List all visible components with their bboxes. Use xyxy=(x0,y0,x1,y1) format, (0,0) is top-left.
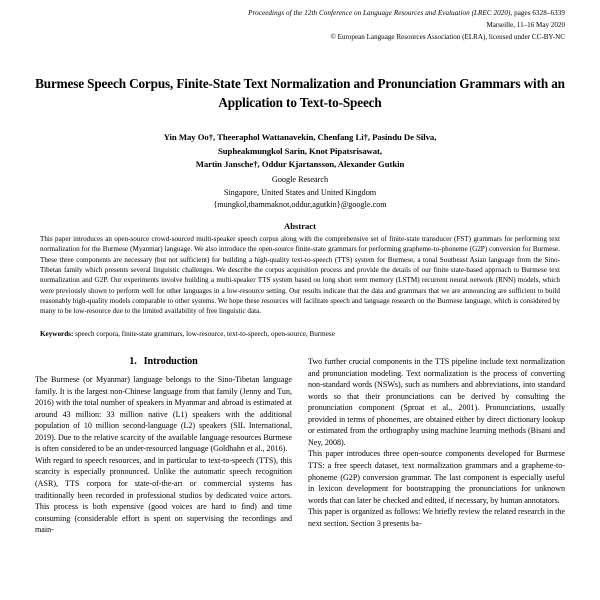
left-column xyxy=(35,356,292,536)
paragraph: This paper introduces three open-source components developed for Burmese TTS: a free speech dataset, text normalization grammars and a grapheme-to-phoneme (G2P) conversion grammar. The last component is especially useful in lexicon development for bootstrapping the pronunciations for unknown words that can later be checked and edited, if necessary, by human annotators. xyxy=(308,449,565,505)
keywords-values: speech corpora, finite-state grammars, low-resource, text-to-speech, open-source, Burmese xyxy=(75,329,335,338)
keywords-line xyxy=(35,329,565,339)
affiliation-block xyxy=(35,174,565,212)
abstract-heading: Abstract xyxy=(284,221,316,232)
keywords-label: Keywords: xyxy=(40,329,74,338)
proceedings-title: Proceedings of the 12th Conference on Language Resources and Evaluation (LREC 2020) xyxy=(248,9,511,17)
author-line-2: Supheakmungkol Sarin, Knot Pipatsrisawat, xyxy=(217,145,383,156)
section-title: Introduction xyxy=(143,356,198,368)
publication-header xyxy=(35,8,565,42)
affiliation-email: {mungkol,thammaknot,oddur,agutkin}@google.com xyxy=(213,200,387,210)
affiliation-location: Singapore, United States and United Kingdom xyxy=(223,187,377,197)
paragraph: This paper is organized as follows: We briefly review the related research in the next section. Section 3 presents ba- xyxy=(308,507,565,528)
body-columns xyxy=(35,356,565,536)
proceedings-line xyxy=(35,8,565,18)
author-line-3: Martin Jansche†, Oddur Kjartansson, Alexander Gutkin xyxy=(195,158,405,169)
copyright-license: © European Language Resources Association (ELRA), licensed under CC-BY-NC xyxy=(330,32,565,41)
section-number: 1. xyxy=(129,356,137,368)
paper-title: Burmese Speech Corpus, Finite-State Text Normalization and Pronunciation Grammars with an Application to Text-to-Speech xyxy=(35,75,565,110)
section-heading-introduction xyxy=(35,356,292,367)
paragraph: With regard to speech resources, and in particular to text-to-speech (TTS), this scarcity is especially pronounced. Unlike the automatic speech recognition (ASR), TTS corpora for state-of-the-art or commercial systems has traditionally been recorded in professional studios by dedicated voice actors. This process is both expensive (good voices are hard to find) and time consuming (considerable effort is spent on supervising the recordings and main- xyxy=(35,455,292,535)
paragraph: The Burmese (or Myanmar) language belongs to the Sino-Tibetan language family. It is the largest non-Chinese language from that family (Jenny and Tun, 2016) with the total number of speakers in Myanmar and abroad is estimated at around 43 million: 33 million native (L1) speakers with the additional population of 10 million second-language (L2) speakers (SIL International, 2019). Due to the relative scarcity of the available language resources Burmese is often considered to be an under-resourced language (Goldhahn et al., 2016). xyxy=(35,375,292,454)
proceedings-pages: , pages 6328–6339 xyxy=(510,9,565,17)
abstract-text: This paper introduces an open-source crowd-sourced multi-speaker speech corpus along with the comprehensive set of finite-state transducer (FST) grammars for performing text normalization for the Burmese (Myanmar) language. We also introduce the open-source finite-state grammars for performing grapheme-to-phoneme (G2P) conversion for Burmese. These three components are necessary (but not sufficient) for building a high-quality text-to-speech (TTS) system for Burmese, a tonal Southeast Asian language from the Sino-Tibetan family which presents several linguistic challenges. We describe the corpus acquisition process and provide the details of our finite state-based approach to Burmese text normalization and G2P. Our experiments involve building a multi-speaker TTS system based on long short term memory (LSTM) recurrent neural network (RNN) models, which were previously shown to perform well for other languages in a low-resource setting. Our results indicate that the data and grammars that we are announcing are sufficient to build reasonably high-quality models comparable to other systems. We hope these resources will facilitate speech and language research on the Burmese language, which is considered by many to be low-resource due to the limited availability of free linguistic data. xyxy=(40,235,560,316)
author-list xyxy=(35,131,565,171)
author-line-1: Yin May Oo†, Theeraphol Wattanavekin, Chenfang Li†, Pasindu De Silva, xyxy=(163,132,437,143)
affiliation-organization: Google Research xyxy=(271,174,329,184)
right-column xyxy=(308,356,565,536)
paragraph: Two further crucial components in the TTS pipeline include text normalization and pronunciation modeling. Text normalization is the process of converting non-standard words (NSWs), such as numbers and abbreviations, into standard words so that their pronunciations can be derived by consulting the pronunciation component (Sproat et al., 2001). Pronunciations, usually provided in terms of phonemes, are obtained either by direct dictionary lookup or estimated from the orthography using machine learning methods (Bisani and Ney, 2008). xyxy=(308,357,565,447)
conference-location-date: Marseille, 11–16 May 2020 xyxy=(486,20,565,29)
